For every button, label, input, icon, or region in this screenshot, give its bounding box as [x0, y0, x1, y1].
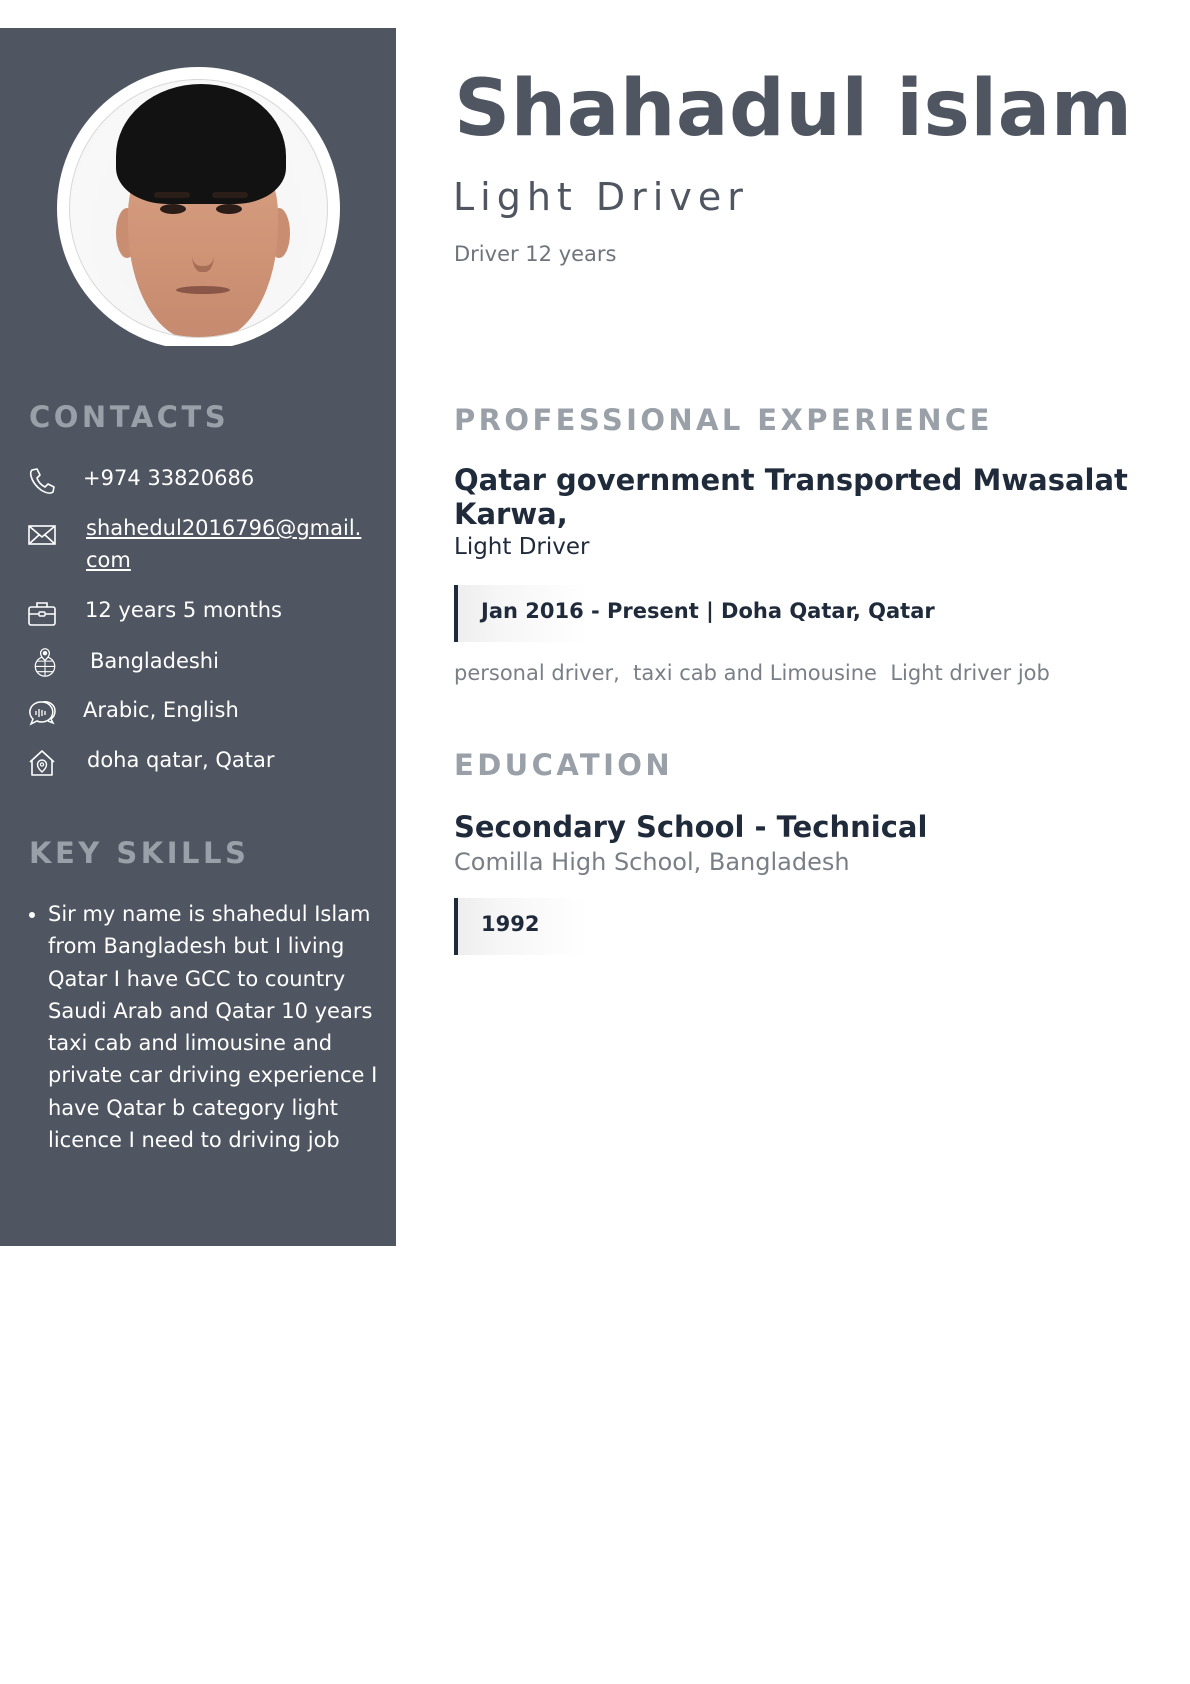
phone-number: +974 33820686 — [83, 466, 255, 490]
candidate-name: Shahadul islam — [454, 64, 1133, 154]
experience-role: Light Driver — [454, 534, 590, 560]
education-degree: Secondary School - Technical — [454, 810, 928, 844]
nationality: Bangladeshi — [90, 649, 219, 673]
email-link-line2[interactable]: com — [86, 548, 131, 572]
education-heading: EDUCATION — [454, 748, 674, 782]
sidebar — [0, 28, 396, 1246]
photo-brow — [154, 192, 190, 198]
candidate-subtitle: Driver 12 years — [454, 242, 617, 266]
photo-eye — [160, 204, 186, 214]
key-skill-item: • Sir my name is shahedul Islam from Bangladesh but I living Qatar I have GCC to country Saudi Arab and Qatar 10 years taxi cab and limousine and private car driving experience I have Qatar b category light licence I need to driving job — [48, 898, 393, 1156]
location: doha qatar, Qatar — [87, 748, 275, 772]
photo-brow — [212, 192, 248, 198]
education-year: 1992 — [481, 912, 540, 936]
photo-mouth — [176, 286, 230, 294]
experience-description: personal driver, taxi cab and Limousine Light driver job — [454, 661, 1050, 685]
speech-bubbles-icon — [27, 698, 57, 728]
envelope-icon — [27, 520, 57, 550]
home-location-icon — [27, 748, 57, 778]
briefcase-icon — [27, 599, 57, 629]
experience-period: Jan 2016 - Present | Doha Qatar, Qatar — [481, 599, 935, 623]
experience-period-box — [454, 585, 1158, 642]
profile-photo-frame — [57, 67, 340, 350]
education-year-box — [454, 898, 1158, 955]
profile-photo — [69, 79, 328, 338]
experience-duration: 12 years 5 months — [85, 598, 282, 622]
education-school: Comilla High School, Bangladesh — [454, 848, 850, 876]
candidate-title: Light Driver — [453, 175, 749, 219]
email-link-line1[interactable]: shahedul2016796@gmail. — [86, 516, 362, 540]
contacts-heading: CONTACTS — [29, 400, 230, 434]
photo-eye — [216, 204, 242, 214]
experience-heading: PROFESSIONAL EXPERIENCE — [454, 403, 993, 437]
photo-nose — [192, 230, 214, 272]
experience-organization: Qatar government Transported Mwasalat Karwa, — [454, 463, 1128, 531]
globe-pin-icon — [30, 647, 60, 677]
key-skills-heading: KEY SKILLS — [29, 836, 250, 870]
languages: Arabic, English — [83, 698, 239, 722]
phone-icon — [27, 466, 57, 496]
key-skills-list — [22, 898, 393, 1156]
photo-hair — [116, 84, 286, 204]
photo-crop-edge — [0, 346, 396, 386]
